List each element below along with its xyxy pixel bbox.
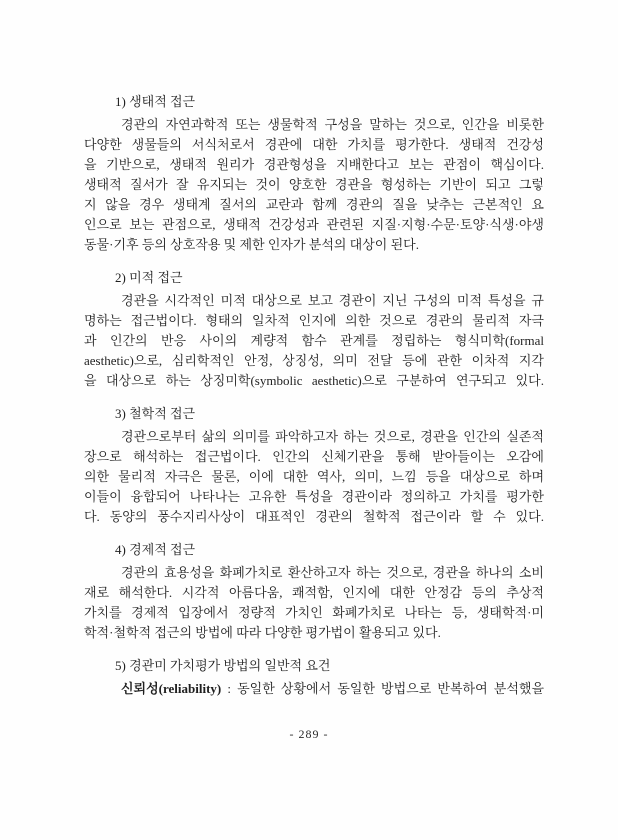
text-line: 경관으로부터 삶의 의미를 파악하고자 하는 것으로, 경관을 인간의 실존적: [121, 429, 544, 444]
text-line: 경관을 시각적인 미적 대상으로 보고 경관이 지닌 구성의 미적 특성을 규: [121, 293, 544, 308]
paragraph: [84, 563, 544, 643]
paragraph: [84, 679, 544, 699]
section-philosophical-approach: [84, 404, 544, 527]
section-economic-approach: [84, 540, 544, 643]
term-definition: : 동일한 상황에서 동일한 방법으로 반복하여 분석했을: [221, 681, 544, 696]
text-line: 다양한 생물들의 서식처로서 경관에 대한 가치를 평가한다. 생태적 건강성: [84, 137, 544, 152]
text-line: 다. 동양의 풍수지리사상이 대표적인 경관의 철학적 접근이라 할 수 있다.: [84, 509, 544, 524]
text-line: 을 대상으로 하는 상징미학(symbolic aesthetic)으로 구분하여 연구되고 있다.: [84, 373, 544, 388]
text-line: 학적·철학적 접근의 방법에 따라 다양한 평가법이 활용되고 있다.: [84, 625, 441, 640]
text-line: 을 기반으로, 생태적 원리가 경관형성을 지배한다고 보는 관점이 핵심이다.: [84, 157, 544, 172]
page-number: - 289 -: [289, 727, 329, 741]
section-heading: 4) 경제적 접근: [115, 542, 196, 557]
section-heading: 2) 미적 접근: [115, 270, 183, 285]
paragraph: [84, 115, 544, 255]
text-line: 명하는 접근법이다. 형태의 일차적 인지에 의한 것으로 경관의 물리적 자극: [84, 313, 544, 328]
text-line: 장으로 해석하는 접근법이다. 인간의 신체기관을 통해 받아들이는 오감에: [84, 449, 544, 464]
text-line: 가치를 경제적 입장에서 정량적 가치인 화폐가치로 나타는 등, 생태학적·미: [84, 605, 544, 620]
text-line: aesthetic)으로, 심리학적인 안정, 상징성, 의미 전달 등에 관한 이차적 지각: [84, 353, 544, 368]
text-line: 생태적 질서가 잘 유지되는 것이 양호한 경관을 형성하는 기반이 되고 그렇: [84, 177, 544, 192]
text-line: 경관의 효용성을 화폐가치로 환산하고자 하는 것으로, 경관을 하나의 소비: [121, 565, 544, 580]
paragraph: [84, 427, 544, 527]
text-line: 과 인간의 반응 사이의 계량적 함수 관계를 정립하는 형식미학(formal: [84, 333, 544, 348]
section-aesthetic-approach: [84, 268, 544, 391]
section-heading: 3) 철학적 접근: [115, 406, 196, 421]
text-line: 재로 해석한다. 시각적 아름다움, 쾌적함, 인지에 대한 안정감 등의 추상적: [84, 585, 544, 600]
section-heading: 1) 생태적 접근: [115, 94, 196, 109]
section-ecological-approach: [84, 92, 544, 255]
text-line: 동물·기후 등의 상호작용 및 제한 인자가 분석의 대상이 된다.: [84, 237, 419, 252]
term-reliability: 신뢰성(reliability): [121, 681, 222, 696]
document-body: [84, 92, 544, 699]
text-line: 경관의 자연과학적 또는 생물학적 구성을 말하는 것으로, 인간을 비롯한: [121, 117, 544, 132]
paragraph: [84, 291, 544, 391]
section-evaluation-requirements: [84, 656, 544, 699]
text-line: 지 않을 경우 생태계 질서의 교란과 함께 경관의 질을 낮추는 근본적인 요: [84, 197, 544, 212]
reliability-line: [84, 679, 544, 699]
text-line: 인으로 보는 관점으로, 생태적 건강성과 관련된 지질·지형·수문·토양·식생·야생: [84, 217, 544, 232]
text-line: 이들이 융합되어 나타나는 고유한 특성을 경관이라 정의하고 가치를 평가한: [84, 489, 544, 504]
text-line: 의한 물리적 자극은 물론, 이에 대한 역사, 의미, 느낌 등을 대상으로 하며: [84, 469, 544, 484]
section-heading: 5) 경관미 가치평가 방법의 일반적 요건: [115, 658, 331, 673]
